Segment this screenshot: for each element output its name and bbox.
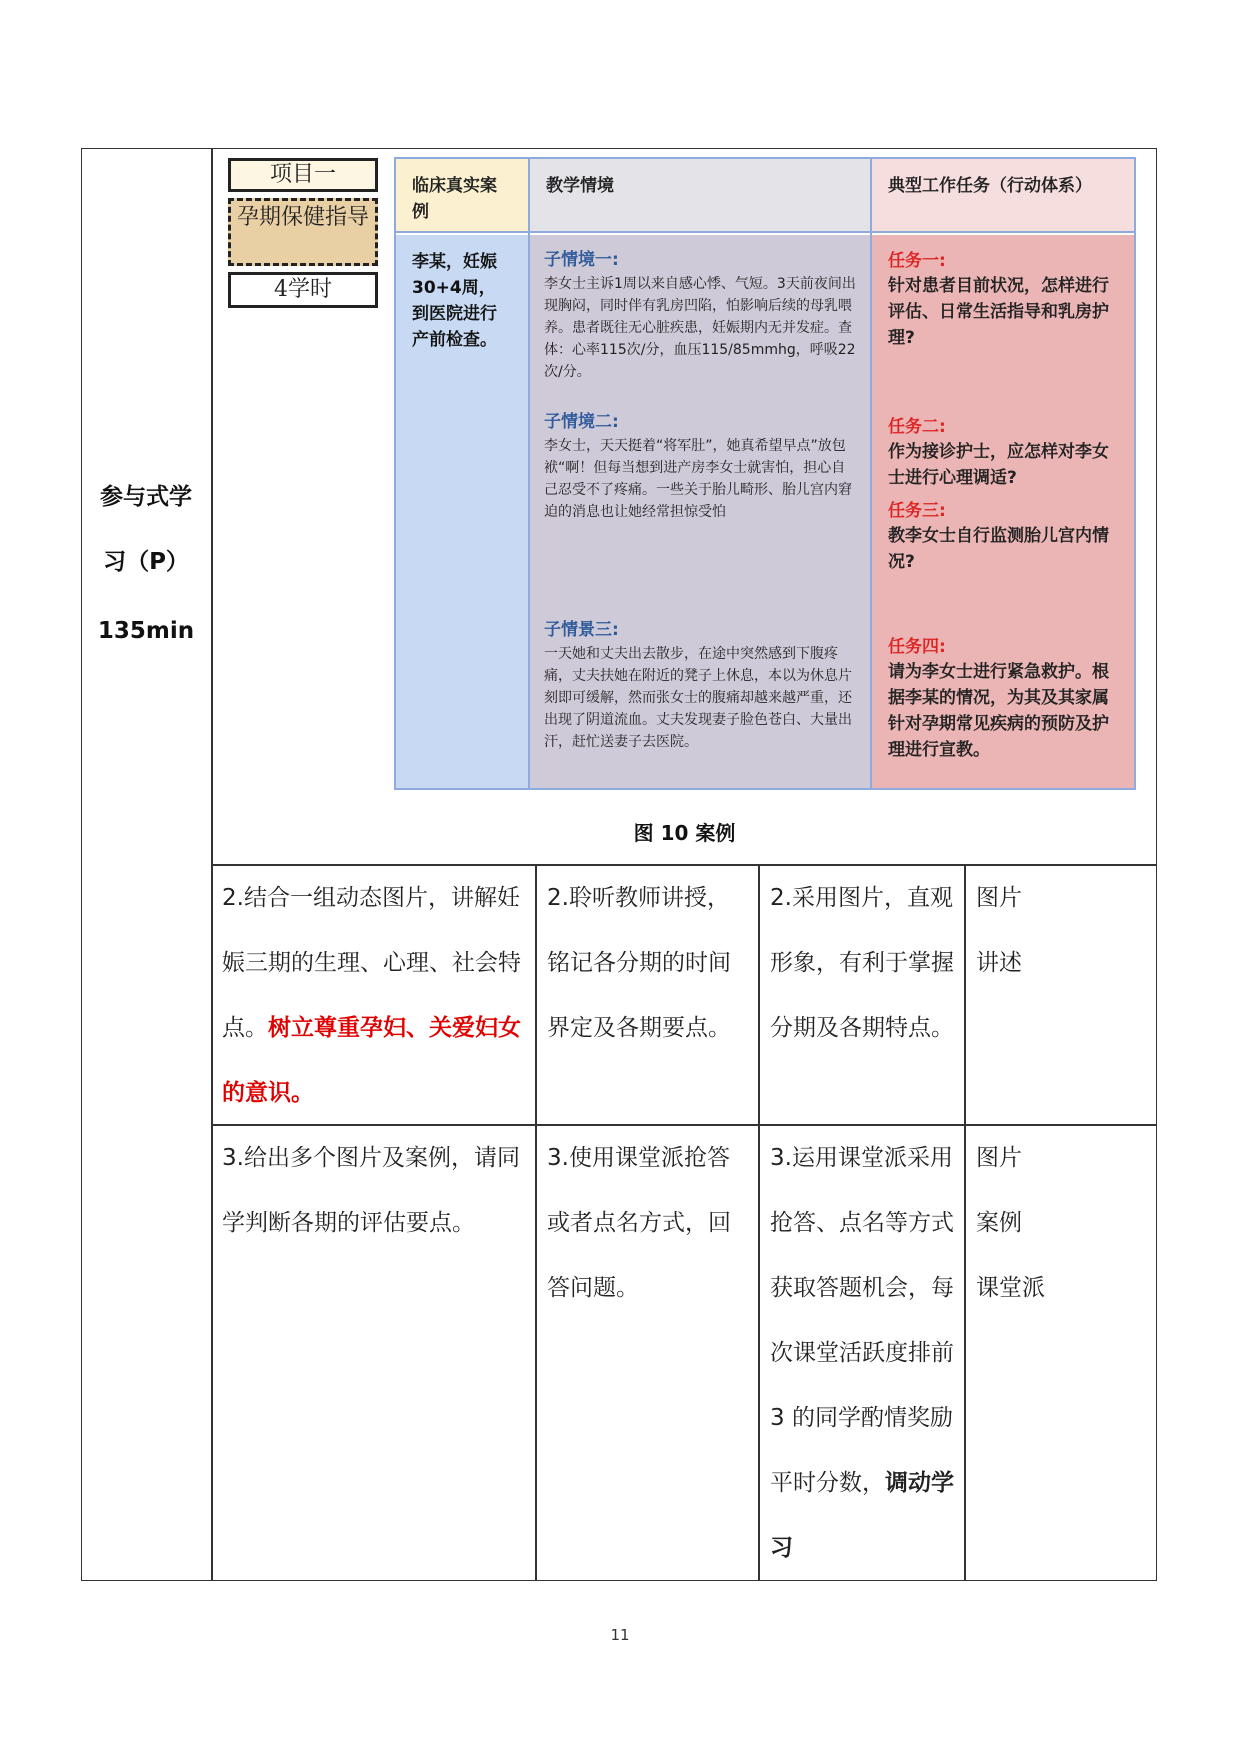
section-label-line3: 135min: [97, 618, 195, 644]
row1-teacher: [222, 866, 528, 1126]
resource-item: 图片: [976, 1145, 1022, 1171]
task-text: 针对患者目前状况，怎样进行评估、日常生活指导和乳房护理?: [888, 276, 1109, 348]
task-column: [872, 159, 1134, 788]
task-header: 典型工作任务（行动体系）: [872, 159, 1134, 233]
case-column: [396, 159, 530, 788]
task-title: 任务二:: [888, 417, 946, 437]
scenario-title: 子情景三:: [544, 620, 619, 640]
task-3: [888, 499, 1122, 575]
task-text: 作为接诊护士，应怎样对李女士进行心理调适?: [888, 442, 1109, 488]
scenario-1: [544, 249, 858, 383]
task-2: [888, 415, 1122, 491]
divider: [535, 864, 537, 1581]
case-text: 李某，妊娠30+4周，到医院进行产前检查。: [396, 235, 528, 788]
case-header: 临床真实案例: [396, 159, 528, 233]
project-badge: 项目一: [228, 158, 378, 192]
row2-teacher: 3.给出多个图片及案例，请同学判断各期的评估要点。: [222, 1145, 520, 1236]
figure-caption: 图 10 案例: [633, 821, 736, 845]
row1-teacher-text: 2.结合一组动态图片，讲解妊娠三期的生理、心理、社会特点。: [222, 885, 521, 1041]
row1-resources: [976, 866, 1146, 996]
case-figure: [394, 157, 1136, 790]
divider: [964, 864, 966, 1581]
scenario-text: 一天她和丈夫出去散步，在途中突然感到下腹疼痛，丈夫扶她在附近的凳子上休息，本以为休息片刻即可缓解，然而张女士的腹痛却越来越严重，还出现了阴道流血。丈夫发现妻子脸色苍白、大量出汗，赶忙送妻子去医院。: [544, 646, 852, 750]
section-label-line2: 习（P）: [103, 549, 189, 575]
task-title: 任务一:: [888, 251, 946, 271]
scenario-text: 李女士，天天挺着“将军肚”，她真希望早点”放包袱“啊！但每当想到进产房李女士就害怕，担心自己忍受不了疼痛。一些关于胎儿畸形、胎儿宫内窘迫的消息也让她经常担惊受怕: [544, 438, 852, 520]
scenario-2: [544, 411, 858, 523]
resource-item: 案例: [976, 1210, 1022, 1236]
row2-design-text: 3.运用课堂派采用抢答、点名等方式获取答题机会，每次课堂活跃度排前 3 的同学酌情奖励平时分数，: [770, 1145, 954, 1496]
scenario-title: 子情境二:: [544, 412, 619, 432]
section-label-line1: 参与式学: [100, 484, 192, 510]
divider: [758, 864, 760, 1581]
row1-teacher-highlight: 树立尊重孕妇、关爱妇女的意识。: [222, 1015, 521, 1106]
row2-design: [770, 1126, 956, 1581]
resource-item: 讲述: [976, 950, 1022, 976]
scenario-3: [544, 619, 858, 753]
row1-student: 2.聆听教师讲授，铭记各分期的时间界定及各期要点。: [547, 885, 731, 1041]
scenario-text: 李女士主诉1周以来自感心悸、气短。3天前夜间出现胸闷，同时伴有乳房凹陷，怕影响后续的母乳喂养。患者既往无心脏疾患，妊娠期内无并发症。查体：心率115次/分，血压115/85mmhg，呼吸22次/分。: [544, 276, 856, 380]
scenario-column: [530, 159, 872, 788]
resource-item: 课堂派: [976, 1275, 1045, 1301]
module-badge: 孕期保健指导: [228, 198, 378, 266]
section-label: [81, 148, 211, 1581]
task-text: 请为李女士进行紧急救护。根据李某的情况，为其及其家属针对孕期常见疾病的预防及护理进行宣教。: [888, 662, 1109, 760]
task-title: 任务四:: [888, 637, 946, 657]
row2-resources: [976, 1126, 1146, 1321]
scenario-body: [530, 235, 870, 788]
row2-design-bold: 调动学习: [770, 1470, 954, 1561]
row1-design: 2.采用图片，直观形象，有利于掌握分期及各期特点。: [770, 885, 954, 1041]
row2-student: 3.使用课堂派抢答或者点名方式，回答问题。: [547, 1145, 731, 1301]
task-title: 任务三:: [888, 501, 946, 521]
task-text: 教李女士自行监测胎儿宫内情况?: [888, 526, 1109, 572]
resource-item: 图片: [976, 885, 1022, 911]
scenario-title: 子情境一:: [544, 250, 619, 270]
task-body: [872, 235, 1134, 788]
task-1: [888, 249, 1122, 351]
hours-badge: 4学时: [228, 272, 378, 308]
page-number: 11: [610, 1626, 630, 1644]
scenario-header: 教学情境: [530, 159, 870, 233]
task-4: [888, 635, 1122, 763]
